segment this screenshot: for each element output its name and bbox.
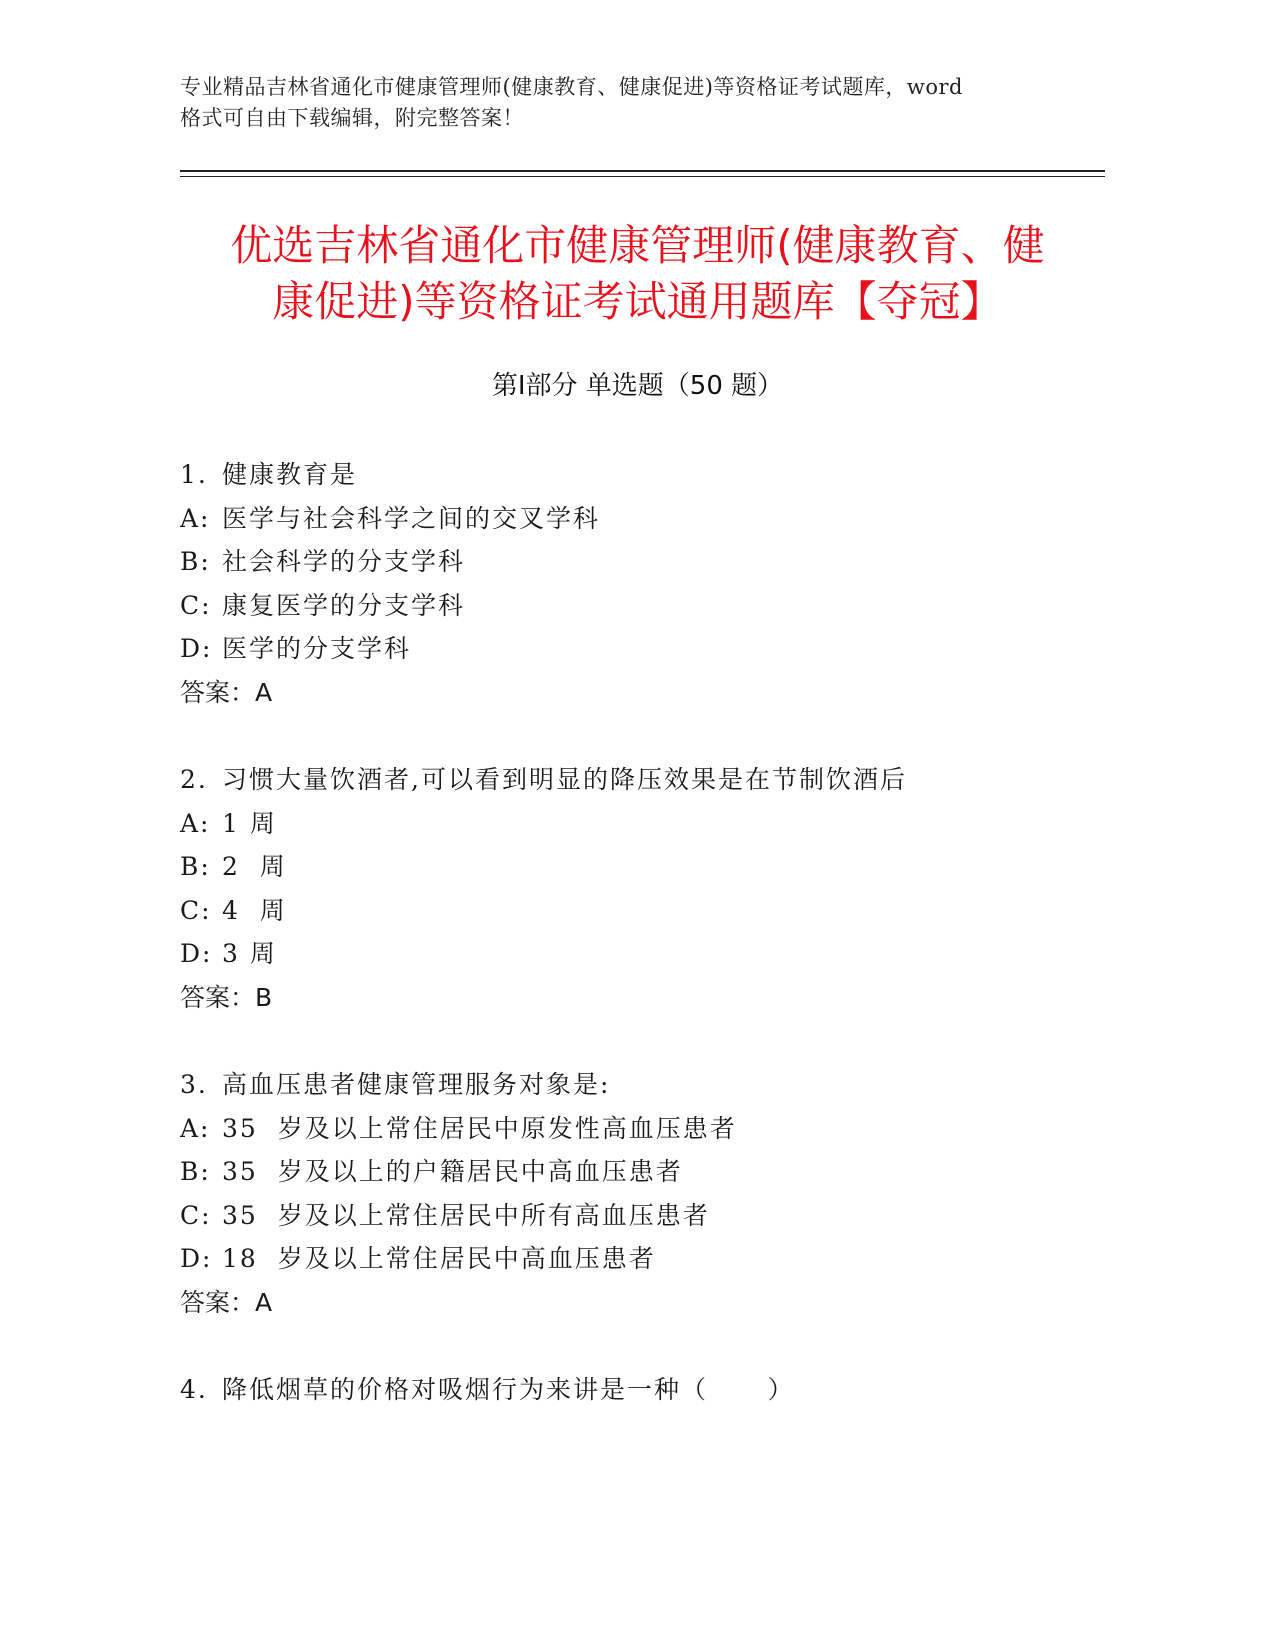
option-b: [180, 845, 1095, 889]
option-b: [180, 1150, 1095, 1194]
document-title-line-1: 优选吉林省通化市健康管理师(健康教育、健: [230, 221, 1045, 270]
option-d: [180, 1237, 1095, 1281]
option-label: C:: [180, 1200, 212, 1230]
option-c: [180, 584, 1095, 628]
question-number: 2.: [180, 765, 208, 794]
option-c: [180, 1194, 1095, 1238]
option-text: 社会科学的分支学科: [222, 547, 466, 576]
question-1: [180, 453, 1095, 714]
question-2: [180, 758, 1095, 1019]
option-text: 3 周: [222, 939, 277, 968]
answer-prefix: 答案：: [180, 1287, 256, 1317]
answer-line: [180, 976, 1095, 1020]
option-label: D:: [180, 634, 213, 663]
header-divider-thick: [180, 170, 1105, 172]
header-note: [180, 72, 1060, 134]
option-a: [180, 1107, 1095, 1151]
question-stem: [180, 1368, 1095, 1412]
option-label: B:: [180, 1157, 211, 1186]
option-d: [180, 627, 1095, 671]
option-label: B:: [180, 547, 211, 576]
answer-value: B: [255, 982, 273, 1012]
document-title: [180, 218, 1095, 330]
option-text: 35 岁及以上常住居民中所有高血压患者: [222, 1200, 710, 1230]
option-text: 1 周: [222, 808, 277, 838]
option-a: [180, 802, 1095, 846]
question-number: 3.: [180, 1070, 208, 1099]
question-text: 降低烟草的价格对吸烟行为来讲是一种（ ）: [222, 1375, 795, 1404]
answer-prefix: 答案：: [180, 982, 256, 1012]
option-text: 2 周: [222, 852, 287, 881]
option-text: 医学与社会科学之间的交叉学科: [222, 503, 601, 533]
option-label: B:: [180, 852, 211, 881]
option-a: [180, 497, 1095, 541]
option-text: 康复医学的分支学科: [222, 590, 466, 620]
question-stem: [180, 453, 1095, 497]
question-3: [180, 1063, 1095, 1324]
option-text: 35 岁及以上常住居民中原发性高血压患者: [222, 1113, 737, 1143]
header-note-line-2: 格式可自由下载编辑，附完整答案！: [180, 106, 524, 130]
option-label: A:: [180, 1113, 211, 1143]
answer-line: [180, 671, 1095, 715]
answer-value: A: [255, 677, 273, 707]
option-b: [180, 540, 1095, 584]
question-text: 健康教育是: [222, 460, 358, 489]
option-label: C:: [180, 895, 212, 925]
option-text: 医学的分支学科: [222, 634, 412, 663]
question-number: 1.: [180, 460, 208, 489]
option-text: 35 岁及以上的户籍居民中高血压患者: [222, 1157, 683, 1186]
answer-prefix: 答案：: [180, 677, 256, 707]
option-label: D:: [180, 1244, 213, 1273]
option-label: C:: [180, 590, 212, 620]
question-number: 4.: [180, 1375, 208, 1404]
question-stem: [180, 1063, 1095, 1107]
answer-value: A: [255, 1287, 273, 1317]
option-text: 4 周: [222, 895, 287, 925]
question-text: 习惯大量饮酒者,可以看到明显的降压效果是在节制饮酒后: [222, 765, 907, 794]
option-c: [180, 889, 1095, 933]
header-divider-thin: [180, 176, 1105, 177]
question-stem: [180, 758, 1095, 802]
document-title-line-2: 康促进)等资格证考试通用题库【夺冠】: [272, 277, 1003, 326]
option-label: A:: [180, 503, 211, 533]
option-text: 18 岁及以上常住居民中高血压患者: [222, 1244, 656, 1273]
option-d: [180, 932, 1095, 976]
header-note-line-1: 专业精品吉林省通化市健康管理师(健康教育、健康促进)等资格证考试题库，word: [180, 75, 963, 99]
option-label: A:: [180, 808, 211, 838]
question-4: [180, 1368, 1095, 1412]
section-heading: 第Ⅰ部分 单选题（50 题）: [491, 371, 784, 401]
option-label: D:: [180, 939, 213, 968]
answer-line: [180, 1281, 1095, 1325]
question-text: 高血压患者健康管理服务对象是:: [222, 1070, 611, 1099]
